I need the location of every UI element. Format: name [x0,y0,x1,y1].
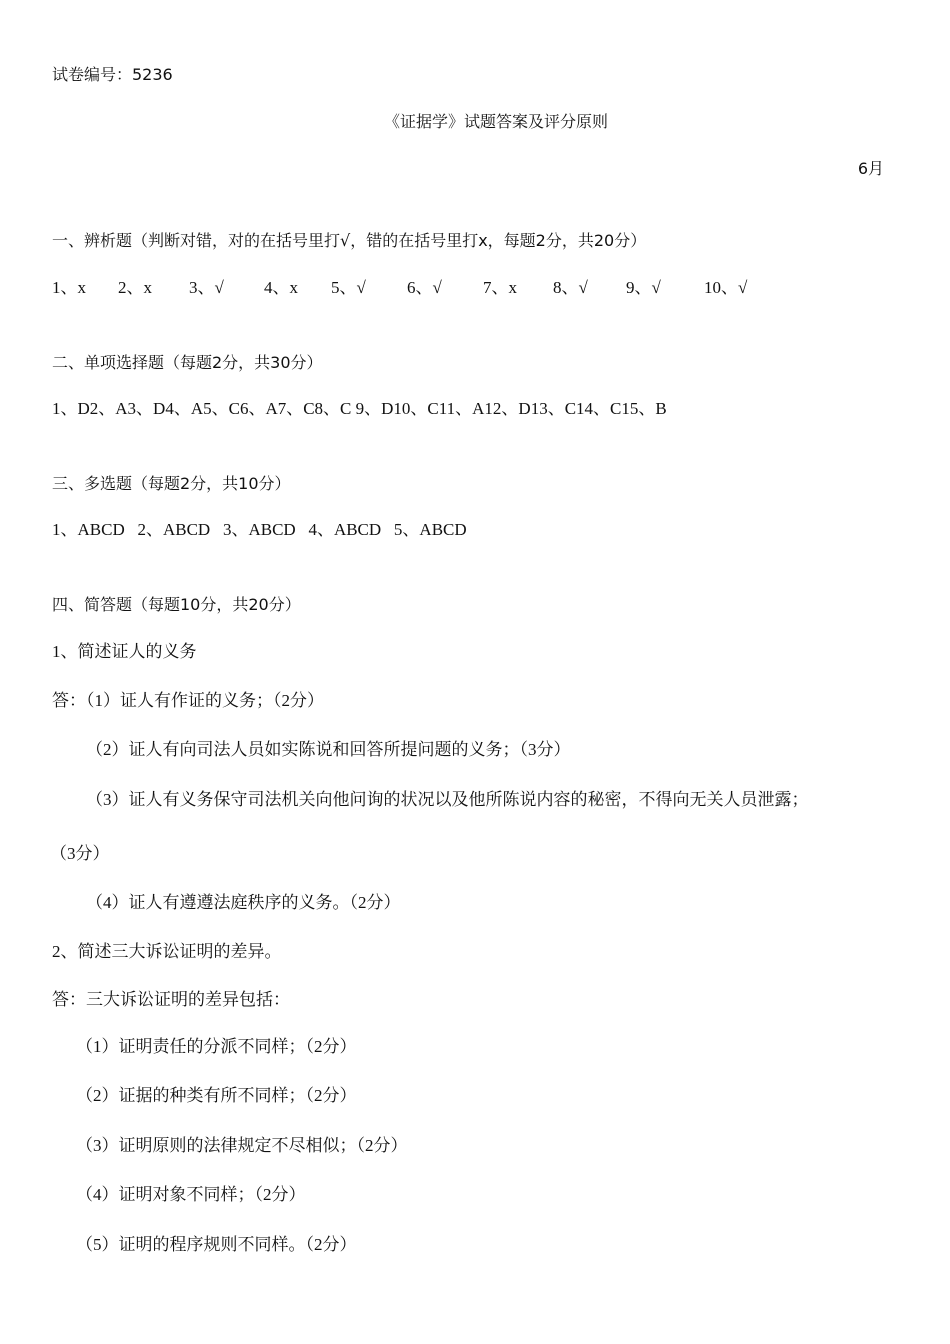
answer-item: 4、x [264,278,298,297]
exam-month: 6月 [857,159,884,178]
q2-point: （5）证明的程序规则不同样。（2分） [76,1235,357,1254]
q1-point-3: （3）证人有义务保守司法机关向他问询的状况以及他所陈说内容的秘密，不得向无关人员泄露； [86,790,809,809]
answer-item: 9、√ [626,278,661,297]
q1-point-4: （4）证人有遵遵法庭秩序的义务。（2分） [86,893,401,912]
section2-answers: 1、D2、A3、D4、A5、C6、A7、C8、C 9、D10、C11、A12、D13、C14、C15、B [52,399,667,418]
answer-item: 5、√ [331,278,366,297]
answer-item: 7、x [483,278,517,297]
q2-point: （3）证明原则的法律规定不尽相似；（2分） [76,1136,408,1155]
q2-point: （2）证据的种类有所不同样；（2分） [76,1086,357,1105]
answer-item: 6、√ [407,278,442,297]
page-title: 《证据学》试题答案及评分原则 [383,112,608,131]
q1-point-3-cont: （3分） [50,844,110,863]
answer-item: 1、x [52,278,86,297]
exam-number: 试卷编号：5236 [52,65,173,84]
section1-answers [52,277,747,299]
q2-answer-intro: 答：三大诉讼证明的差异包括： [52,990,290,1009]
q2-point: （1）证明责任的分派不同样；（2分） [76,1037,357,1056]
section1-heading: 一、辨析题（判断对错，对的在括号里打√，错的在括号里打x，每题2分，共20分） [52,231,647,250]
answer-item: 10、√ [704,278,748,297]
answer-item: 3、√ [189,278,224,297]
answer-item: 8、√ [553,278,588,297]
answer-item: 2、x [118,278,152,297]
q1-question: 1、简述证人的义务 [52,642,197,661]
q1-point-2: （2）证人有向司法人员如实陈说和回答所提问题的义务；（3分） [86,740,571,759]
q2-point: （4）证明对象不同样；（2分） [76,1185,306,1204]
section3-answers: 1、ABCD 2、ABCD 3、ABCD 4、ABCD 5、ABCD [52,520,467,539]
section2-heading: 二、单项选择题（每题2分，共30分） [52,353,323,372]
q1-answer-intro: 答：（1）证人有作证的义务；（2分） [52,691,324,710]
q2-question: 2、简述三大诉讼证明的差异。 [52,942,282,961]
section3-heading: 三、多选题（每题2分，共10分） [52,474,291,493]
section4-heading: 四、简答题（每题10分，共20分） [52,595,301,614]
